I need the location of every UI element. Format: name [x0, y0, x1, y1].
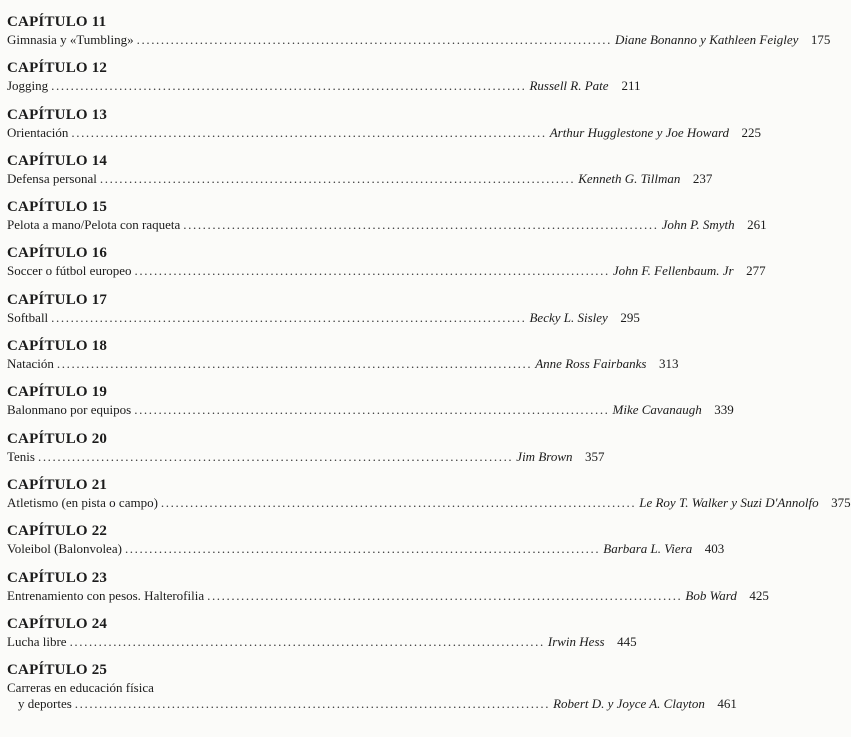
chapter-author: Irwin Hess: [547, 633, 605, 649]
chapter-title: Soccer o fútbol europeo: [7, 263, 132, 279]
toc-entry: [0, 245, 766, 291]
chapter-heading: CAPÍTULO 22: [7, 523, 108, 540]
page-number: 211: [621, 78, 641, 94]
page-number: 225: [741, 124, 762, 140]
toc-entry: [0, 569, 769, 616]
chapter-author: Arthur Hugglestone y Joe Howard: [549, 124, 730, 140]
chapter-title: Entrenamiento con pesos. Halterofilia: [7, 587, 205, 603]
chapter-author: Russell R. Pate: [529, 78, 609, 94]
dot-leader: ..................................................................................................: [183, 217, 659, 233]
page-number: 461: [717, 696, 737, 712]
chapter-author: Bob Ward: [685, 587, 737, 603]
chapter-heading: CAPÍTULO 20: [7, 430, 108, 447]
toc-entry: [0, 615, 637, 662]
chapter-author: Le Roy T. Walker y Suzi D'Annolfo: [639, 494, 819, 510]
dot-leader: ..................................................................................................: [124, 541, 601, 557]
chapter-title: Lucha libre: [7, 633, 67, 649]
chapter-heading: CAPÍTULO 19: [7, 384, 108, 401]
page-number: 357: [585, 448, 605, 464]
page-number: 175: [810, 32, 831, 47]
chapter-author: John P. Smyth: [661, 217, 735, 233]
toc-entry: [0, 476, 851, 523]
chapter-author: Diane Bonanno y Kathleen Feigley: [614, 32, 799, 47]
toc-entry: [0, 430, 605, 477]
dot-leader: ..................................................................................................: [136, 32, 612, 47]
chapter-title: Natación: [7, 356, 54, 372]
toc-line: [7, 402, 734, 418]
chapter-heading: CAPÍTULO 23: [7, 569, 108, 586]
dot-leader: ..................................................................................................: [207, 587, 683, 603]
toc-entry: [0, 384, 734, 430]
page-number: 403: [704, 541, 725, 557]
chapter-author: Jim Brown: [516, 448, 573, 464]
toc-entry: [0, 152, 713, 199]
chapter-title: Gimnasia y «Tumbling»: [7, 32, 134, 47]
toc-entry: [0, 14, 831, 60]
dot-leader: ..................................................................................................: [134, 263, 610, 279]
toc-entry: [0, 106, 762, 153]
chapter-author: Robert D. y Joyce A. Clayton: [553, 696, 705, 712]
page-number: 425: [749, 587, 769, 603]
page-number: 277: [746, 263, 766, 279]
table-of-contents: [0, 14, 851, 712]
toc-line: [7, 356, 679, 372]
chapter-title: Pelota a mano/Pelota con raqueta: [7, 217, 181, 233]
page-number: 261: [747, 217, 767, 233]
chapter-heading: CAPÍTULO 21: [7, 476, 108, 493]
chapter-author: Kenneth G. Tillman: [578, 170, 681, 186]
dot-leader: ..................................................................................................: [37, 448, 514, 464]
toc-line: [7, 587, 769, 604]
toc-line: [7, 124, 762, 141]
chapter-title: Tenis: [7, 448, 35, 464]
toc-line: [18, 696, 737, 712]
chapter-title: Carreras en educación física: [7, 680, 154, 696]
chapter-title: Atletismo (en pista o campo): [7, 494, 158, 510]
chapter-heading: CAPÍTULO 15: [7, 199, 108, 216]
dot-leader: ..................................................................................................: [51, 78, 527, 94]
chapter-title: Voleibol (Balonvolea): [7, 541, 122, 557]
chapter-heading: CAPÍTULO 16: [7, 245, 108, 262]
chapter-author: John F. Fellenbaum. Jr: [612, 263, 734, 279]
toc-entry: [0, 60, 641, 106]
dot-leader: ..................................................................................................: [51, 309, 527, 325]
page-number: 339: [714, 402, 734, 418]
toc-line: [7, 541, 725, 557]
chapter-heading: CAPÍTULO 18: [7, 338, 108, 355]
chapter-heading: CAPÍTULO 24: [7, 615, 108, 632]
dot-leader: ..................................................................................................: [74, 696, 551, 712]
chapter-heading: CAPÍTULO 13: [7, 106, 108, 123]
chapter-heading: CAPÍTULO 14: [7, 152, 108, 169]
toc-line: [7, 32, 831, 48]
page-number: 237: [692, 170, 713, 186]
chapter-heading: CAPÍTULO 17: [7, 291, 108, 308]
page-number: 313: [658, 356, 679, 372]
page-number: 445: [617, 633, 637, 649]
dot-leader: ..................................................................................................: [69, 633, 545, 649]
toc-line: [7, 263, 766, 279]
toc-entry: [0, 291, 640, 338]
dot-leader: ..................................................................................................: [160, 494, 637, 510]
chapter-title-continued: y deportes: [18, 696, 72, 712]
dot-leader: ..................................................................................................: [56, 356, 533, 372]
toc-line: [7, 78, 641, 94]
page-number: 295: [620, 309, 640, 325]
toc-entry: [0, 199, 767, 245]
chapter-author: Barbara L. Viera: [603, 541, 693, 557]
toc-entry: [0, 523, 725, 569]
page-number: 375: [831, 494, 851, 510]
chapter-title: Softball: [7, 309, 49, 325]
toc-line: [7, 309, 640, 326]
dot-leader: ..................................................................................................: [99, 170, 576, 186]
toc-line: [7, 217, 767, 233]
chapter-title: Balonmano por equipos: [7, 402, 132, 418]
chapter-heading: CAPÍTULO 12: [7, 60, 108, 77]
toc-entry: [0, 662, 737, 712]
chapter-author: Mike Cavanaugh: [612, 402, 702, 418]
dot-leader: ..................................................................................................: [134, 402, 610, 418]
chapter-title: Defensa personal: [7, 170, 97, 186]
toc-entry: [0, 338, 679, 384]
toc-line: [7, 633, 637, 650]
dot-leader: ..................................................................................................: [71, 124, 547, 140]
chapter-heading: CAPÍTULO 11: [7, 14, 107, 30]
chapter-author: Becky L. Sisley: [529, 309, 608, 325]
toc-line: [7, 494, 851, 511]
chapter-author: Anne Ross Fairbanks: [535, 356, 647, 372]
toc-line: [7, 448, 605, 465]
toc-line: [7, 170, 713, 187]
chapter-title: Jogging: [7, 78, 49, 94]
chapter-title: Orientación: [7, 124, 69, 140]
chapter-heading: CAPÍTULO 25: [7, 662, 108, 679]
